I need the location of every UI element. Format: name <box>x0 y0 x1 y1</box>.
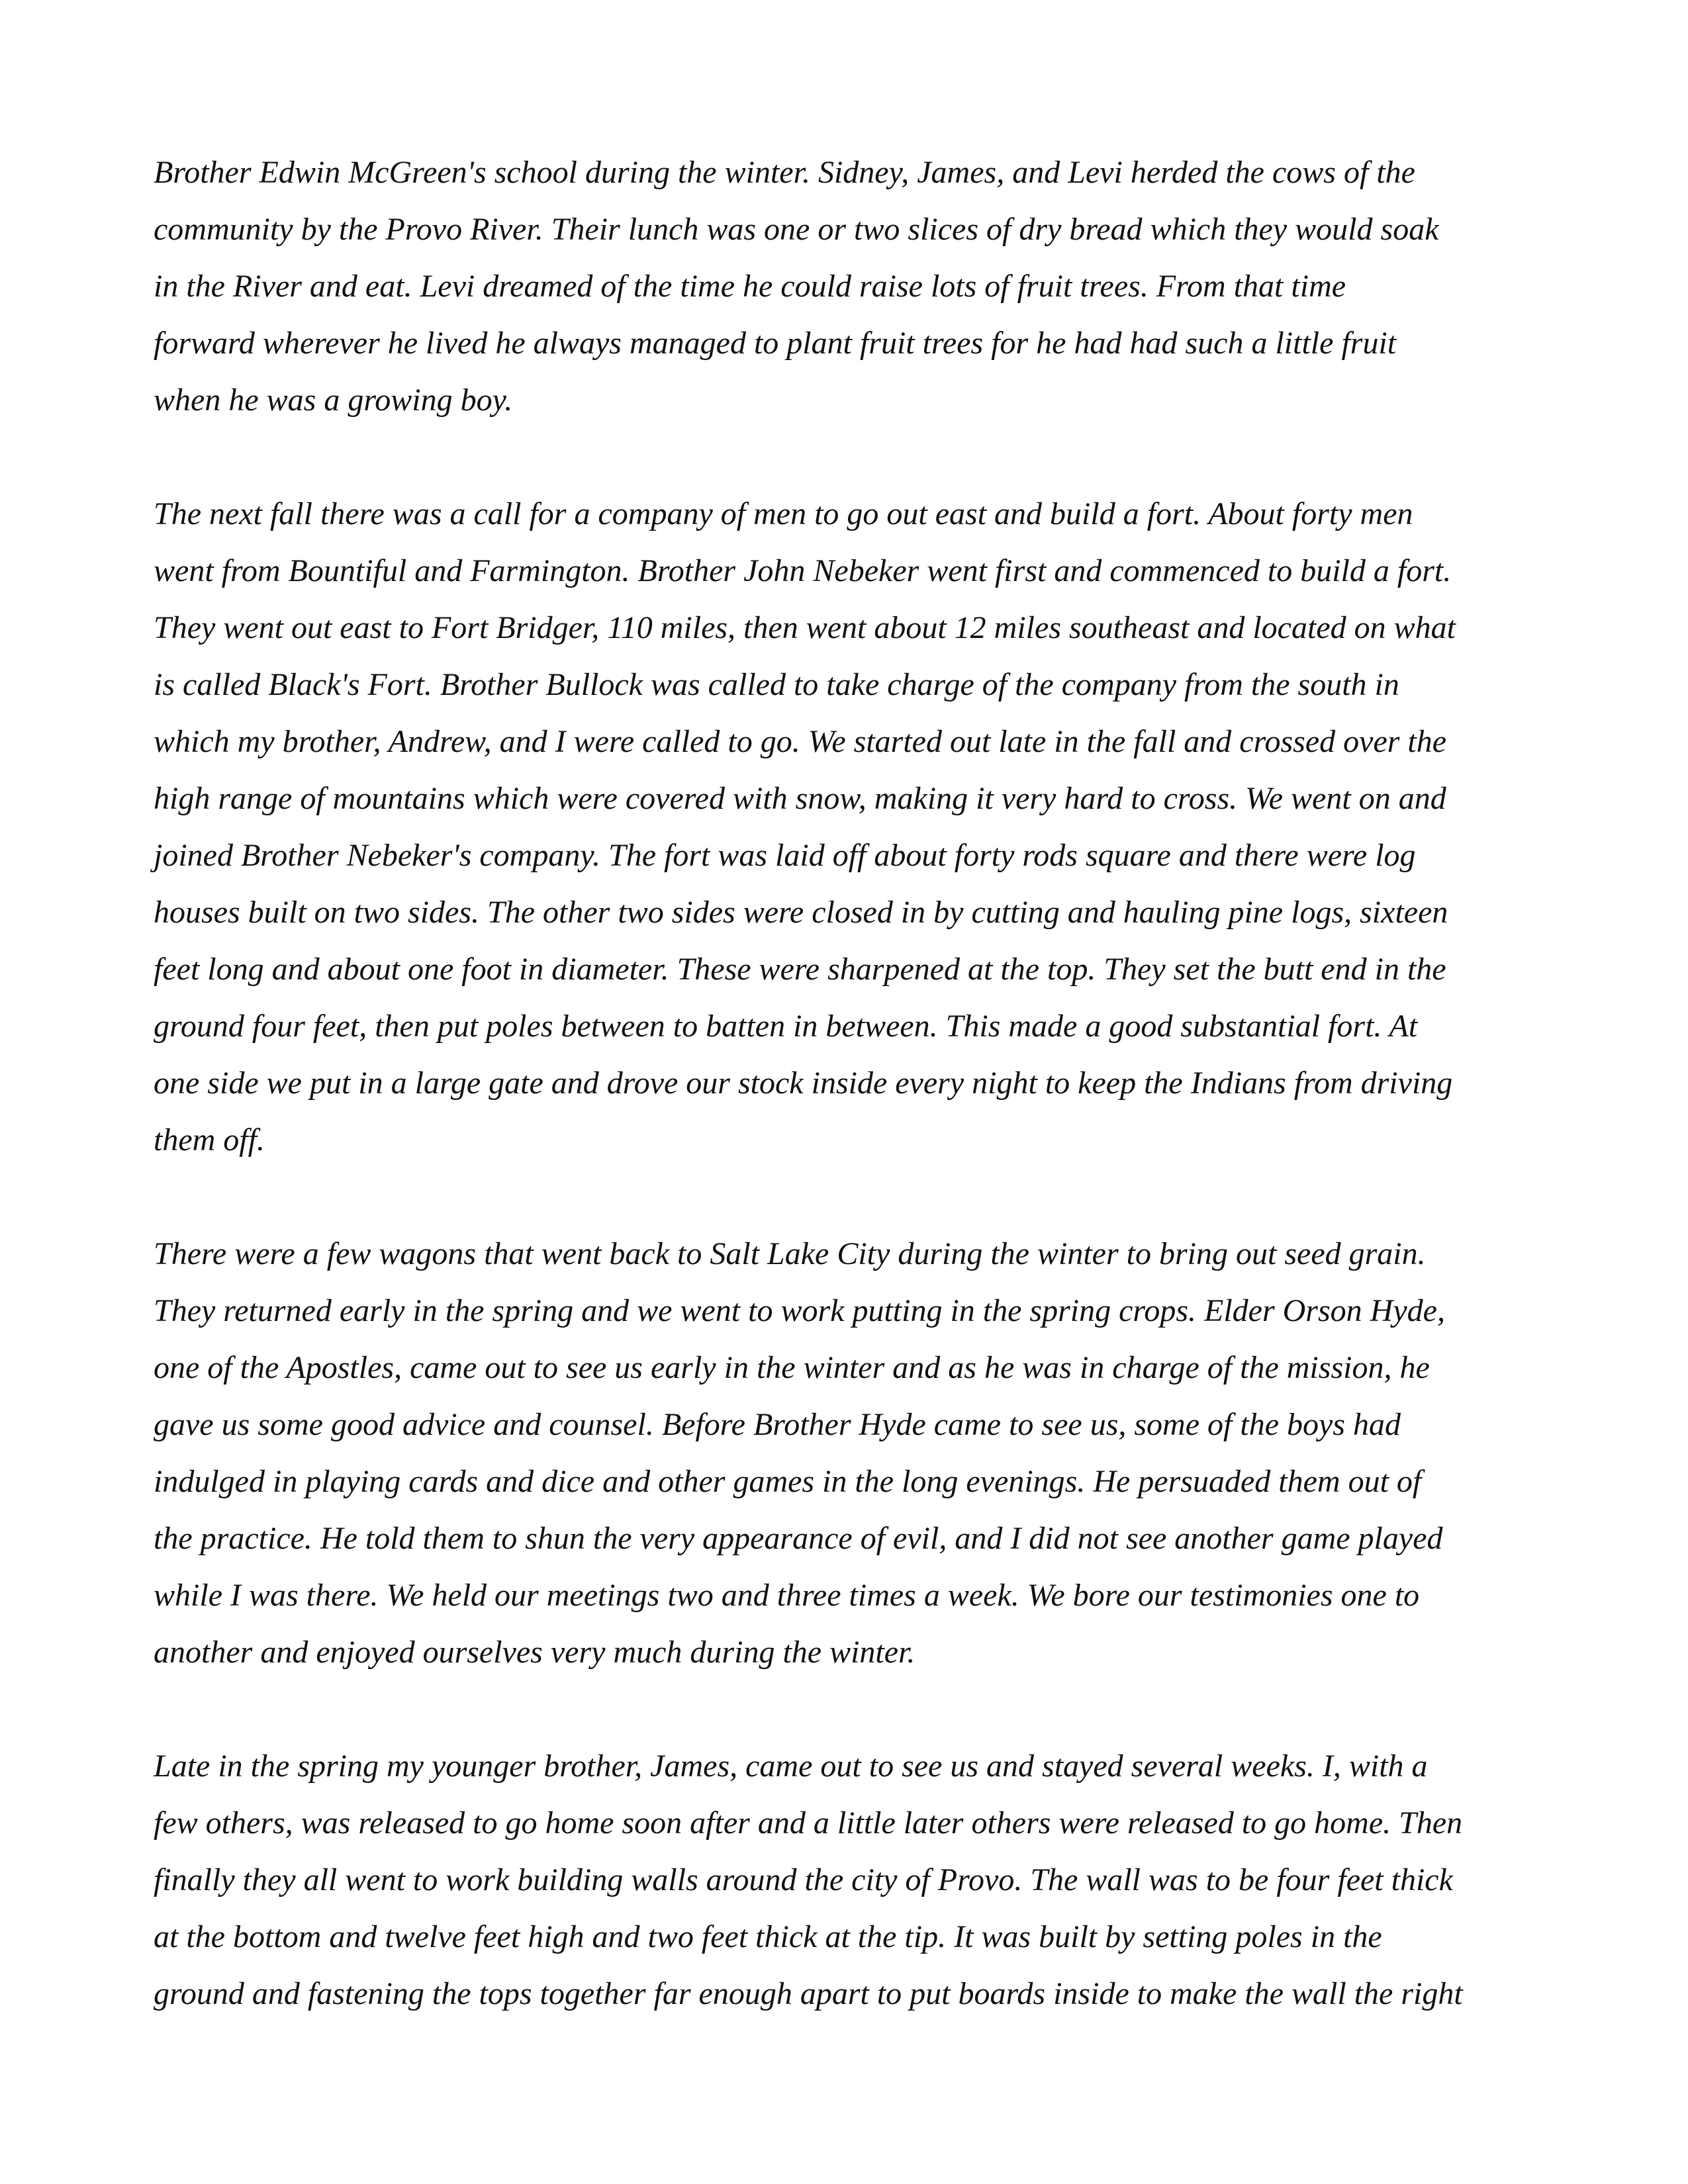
text-line: The next fall there was a call for a company of men to go out east and build a fort. About forty men <box>154 496 1413 531</box>
text-line: forward wherever he lived he always managed to plant fruit trees for he had had such a little fruit <box>154 326 1397 361</box>
text-line: indulged in playing cards and dice and other games in the long evenings. He persuaded them out of <box>154 1464 1422 1499</box>
text-line: the practice. He told them to shun the very appearance of evil, and I did not see another game played <box>154 1521 1443 1556</box>
text-line: them off. <box>154 1122 265 1158</box>
text-line: feet long and about one foot in diameter. These were sharpened at the top. They set the butt end in the <box>154 952 1446 987</box>
text-line: went from Bountiful and Farmington. Brother John Nebeker went first and commenced to build a fort. <box>154 553 1452 588</box>
paragraph-2 <box>154 486 1537 1169</box>
text-line: in the River and eat. Levi dreamed of the time he could raise lots of fruit trees. From that time <box>154 269 1346 304</box>
text-line: They went out east to Fort Bridger, 110 miles, then went about 12 miles southeast and located on what <box>154 610 1456 645</box>
text-line: while I was there. We held our meetings two and three times a week. We bore our testimonies one to <box>154 1578 1420 1613</box>
text-line: few others, was released to go home soon after and a little later others were released to go home. Then <box>154 1805 1463 1841</box>
text-line: another and enjoyed ourselves very much during the winter. <box>154 1635 915 1670</box>
text-line: They returned early in the spring and we went to work putting in the spring crops. Elder Orson Hyde, <box>154 1293 1445 1328</box>
text-line: joined Brother Nebeker's company. The fort was laid off about forty rods square and there were log <box>154 838 1416 873</box>
text-line: There were a few wagons that went back to Salt Lake City during the winter to bring out seed grain. <box>154 1236 1426 1271</box>
text-line: which my brother, Andrew, and I were called to go. We started out late in the fall and crossed over the <box>154 724 1447 759</box>
text-line: is called Black's Fort. Brother Bullock was called to take charge of the company from the south in <box>154 667 1399 702</box>
text-line: at the bottom and twelve feet high and two feet thick at the tip. It was built by setting poles in the <box>154 1919 1382 1954</box>
text-line: high range of mountains which were covered with snow, making it very hard to cross. We went on and <box>154 781 1446 816</box>
text-line: ground four feet, then put poles between to batten in between. This made a good substantial fort. At <box>154 1009 1418 1044</box>
text-line: houses built on two sides. The other two sides were closed in by cutting and hauling pine logs, sixteen <box>154 895 1448 930</box>
text-line: Brother Edwin McGreen's school during the winter. Sidney, James, and Levi herded the cows of the <box>154 155 1415 190</box>
paragraph-4 <box>154 1738 1537 2023</box>
text-line: one of the Apostles, came out to see us early in the winter and as he was in charge of the mission, he <box>154 1350 1430 1385</box>
text-line: ground and fastening the tops together far enough apart to put boards inside to make the wall the right <box>154 1976 1463 2011</box>
paragraph-3 <box>154 1226 1537 1681</box>
paragraph-1 <box>154 144 1537 429</box>
text-line: finally they all went to work building walls around the city of Provo. The wall was to be four feet thick <box>154 1862 1453 1897</box>
text-line: community by the Provo River. Their lunch was one or two slices of dry bread which they would soak <box>154 212 1439 247</box>
text-line: gave us some good advice and counsel. Before Brother Hyde came to see us, some of the boys had <box>154 1407 1401 1442</box>
text-line: Late in the spring my younger brother, James, came out to see us and stayed several weeks. I, with a <box>154 1749 1428 1784</box>
document-body <box>154 144 1537 2079</box>
text-line: one side we put in a large gate and drove our stock inside every night to keep the Indians from driving <box>154 1066 1453 1101</box>
text-line: when he was a growing boy. <box>154 383 513 418</box>
